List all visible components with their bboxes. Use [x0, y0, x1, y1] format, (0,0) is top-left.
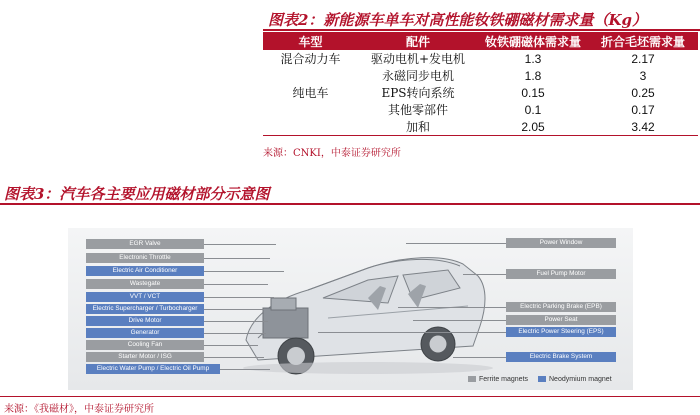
leader-line [204, 297, 274, 298]
magnet-diagram [68, 228, 633, 390]
leader-line [204, 345, 258, 346]
leader-line [204, 244, 276, 245]
cell-part: 驱动电机+发电机 [370, 52, 466, 66]
table2 [263, 32, 698, 136]
table2-title-rule [263, 29, 700, 31]
cell-vehicle: 混合动力车 [280, 52, 341, 66]
legend-label: Neodymium magnet [549, 376, 612, 383]
cell-magnet: 1.8 [524, 68, 542, 83]
leader-line [204, 333, 266, 334]
cell-vehicle [263, 101, 358, 118]
label-power-seat: Power Seat [506, 315, 616, 325]
label-electric-supercharger: Electric Supercharger / Turbocharger [86, 304, 204, 314]
table-row-total [263, 118, 698, 136]
cell-blank: 0.25 [631, 85, 655, 100]
cell-blank: 0.17 [631, 102, 655, 117]
cell-part: 其他零部件 [387, 103, 448, 117]
label-electric-air-conditioner: Electric Air Conditioner [86, 266, 204, 276]
cell-blank: 3.42 [588, 118, 698, 136]
leader-line [204, 357, 264, 358]
label-cooling-fan: Cooling Fan [86, 340, 204, 350]
label-fuel-pump-motor: Fuel Pump Motor [506, 269, 616, 279]
legend-ferrite [468, 376, 528, 383]
cell-part: 永磁同步电机 [381, 69, 454, 83]
header-blank: 折合毛坯需求量 [588, 32, 698, 50]
label-electric-power-steering: Electric Power Steering (EPS) [506, 327, 616, 337]
label-electric-water-pump: Electric Water Pump / Electric Oil Pump [86, 364, 220, 374]
leader-line [318, 332, 506, 333]
table-header-row [263, 32, 698, 50]
cell-vehicle: 纯电车 [292, 86, 329, 100]
label-electric-brake-system: Electric Brake System [506, 352, 616, 362]
figure3-title-rule [0, 203, 700, 205]
leader-line [406, 243, 506, 244]
cell-blank: 2.17 [631, 51, 655, 66]
leader-line [204, 321, 268, 322]
label-power-window: Power Window [506, 238, 616, 248]
cell-magnet: 2.05 [478, 118, 588, 136]
table-row [263, 84, 698, 101]
legend-label: Ferrite magnets [479, 376, 529, 383]
table-row [263, 50, 698, 67]
figure3-bottom-rule [0, 396, 700, 397]
legend-swatch [468, 376, 476, 382]
table2-source: 来源：CNKI，中泰证券研究所 [263, 148, 401, 159]
leader-line [453, 357, 506, 358]
leader-line [204, 271, 284, 272]
cell-magnet: 1.3 [524, 51, 542, 66]
label-vvt-vct: VVT / VCT [86, 292, 204, 302]
leader-line [220, 369, 270, 370]
legend-swatch [538, 376, 546, 382]
figure3-title: 图表3：汽车各主要应用磁材部分示意图 [4, 185, 270, 203]
cell-vehicle [263, 118, 358, 136]
label-egr-valve: EGR Valve [86, 239, 204, 249]
figure3-source: 来源：《我磁材》，中泰证券研究所 [4, 404, 154, 415]
table-row [263, 101, 698, 118]
cell-part: 加和 [358, 118, 478, 136]
table2-title: 图表2：新能源车单车对高性能钕铁硼磁材需求量（Kg） [268, 11, 647, 29]
leader-line [413, 320, 506, 321]
leader-line [204, 309, 264, 310]
cell-vehicle [263, 67, 358, 84]
label-generator: Generator [86, 328, 204, 338]
legend-neodymium [538, 376, 612, 383]
header-vehicle: 车型 [263, 32, 358, 50]
label-starter-motor: Starter Motor / ISG [86, 352, 204, 362]
leader-line [398, 307, 506, 308]
table-row [263, 67, 698, 84]
leader-line [204, 258, 270, 259]
cell-part: EPS转向系统 [381, 86, 455, 100]
label-drive-motor: Drive Motor [86, 316, 204, 326]
label-electronic-throttle: Electronic Throttle [86, 253, 204, 263]
cell-magnet: 0.1 [524, 102, 542, 117]
cell-magnet: 0.15 [521, 85, 545, 100]
header-magnet: 钕铁硼磁体需求量 [478, 32, 588, 50]
leader-line [463, 274, 506, 275]
label-electric-parking-brake: Electric Parking Brake (EPB) [506, 302, 616, 312]
header-part: 配件 [358, 32, 478, 50]
leader-line [204, 284, 268, 285]
cell-blank: 3 [639, 68, 647, 83]
label-wastegate: Wastegate [86, 279, 204, 289]
